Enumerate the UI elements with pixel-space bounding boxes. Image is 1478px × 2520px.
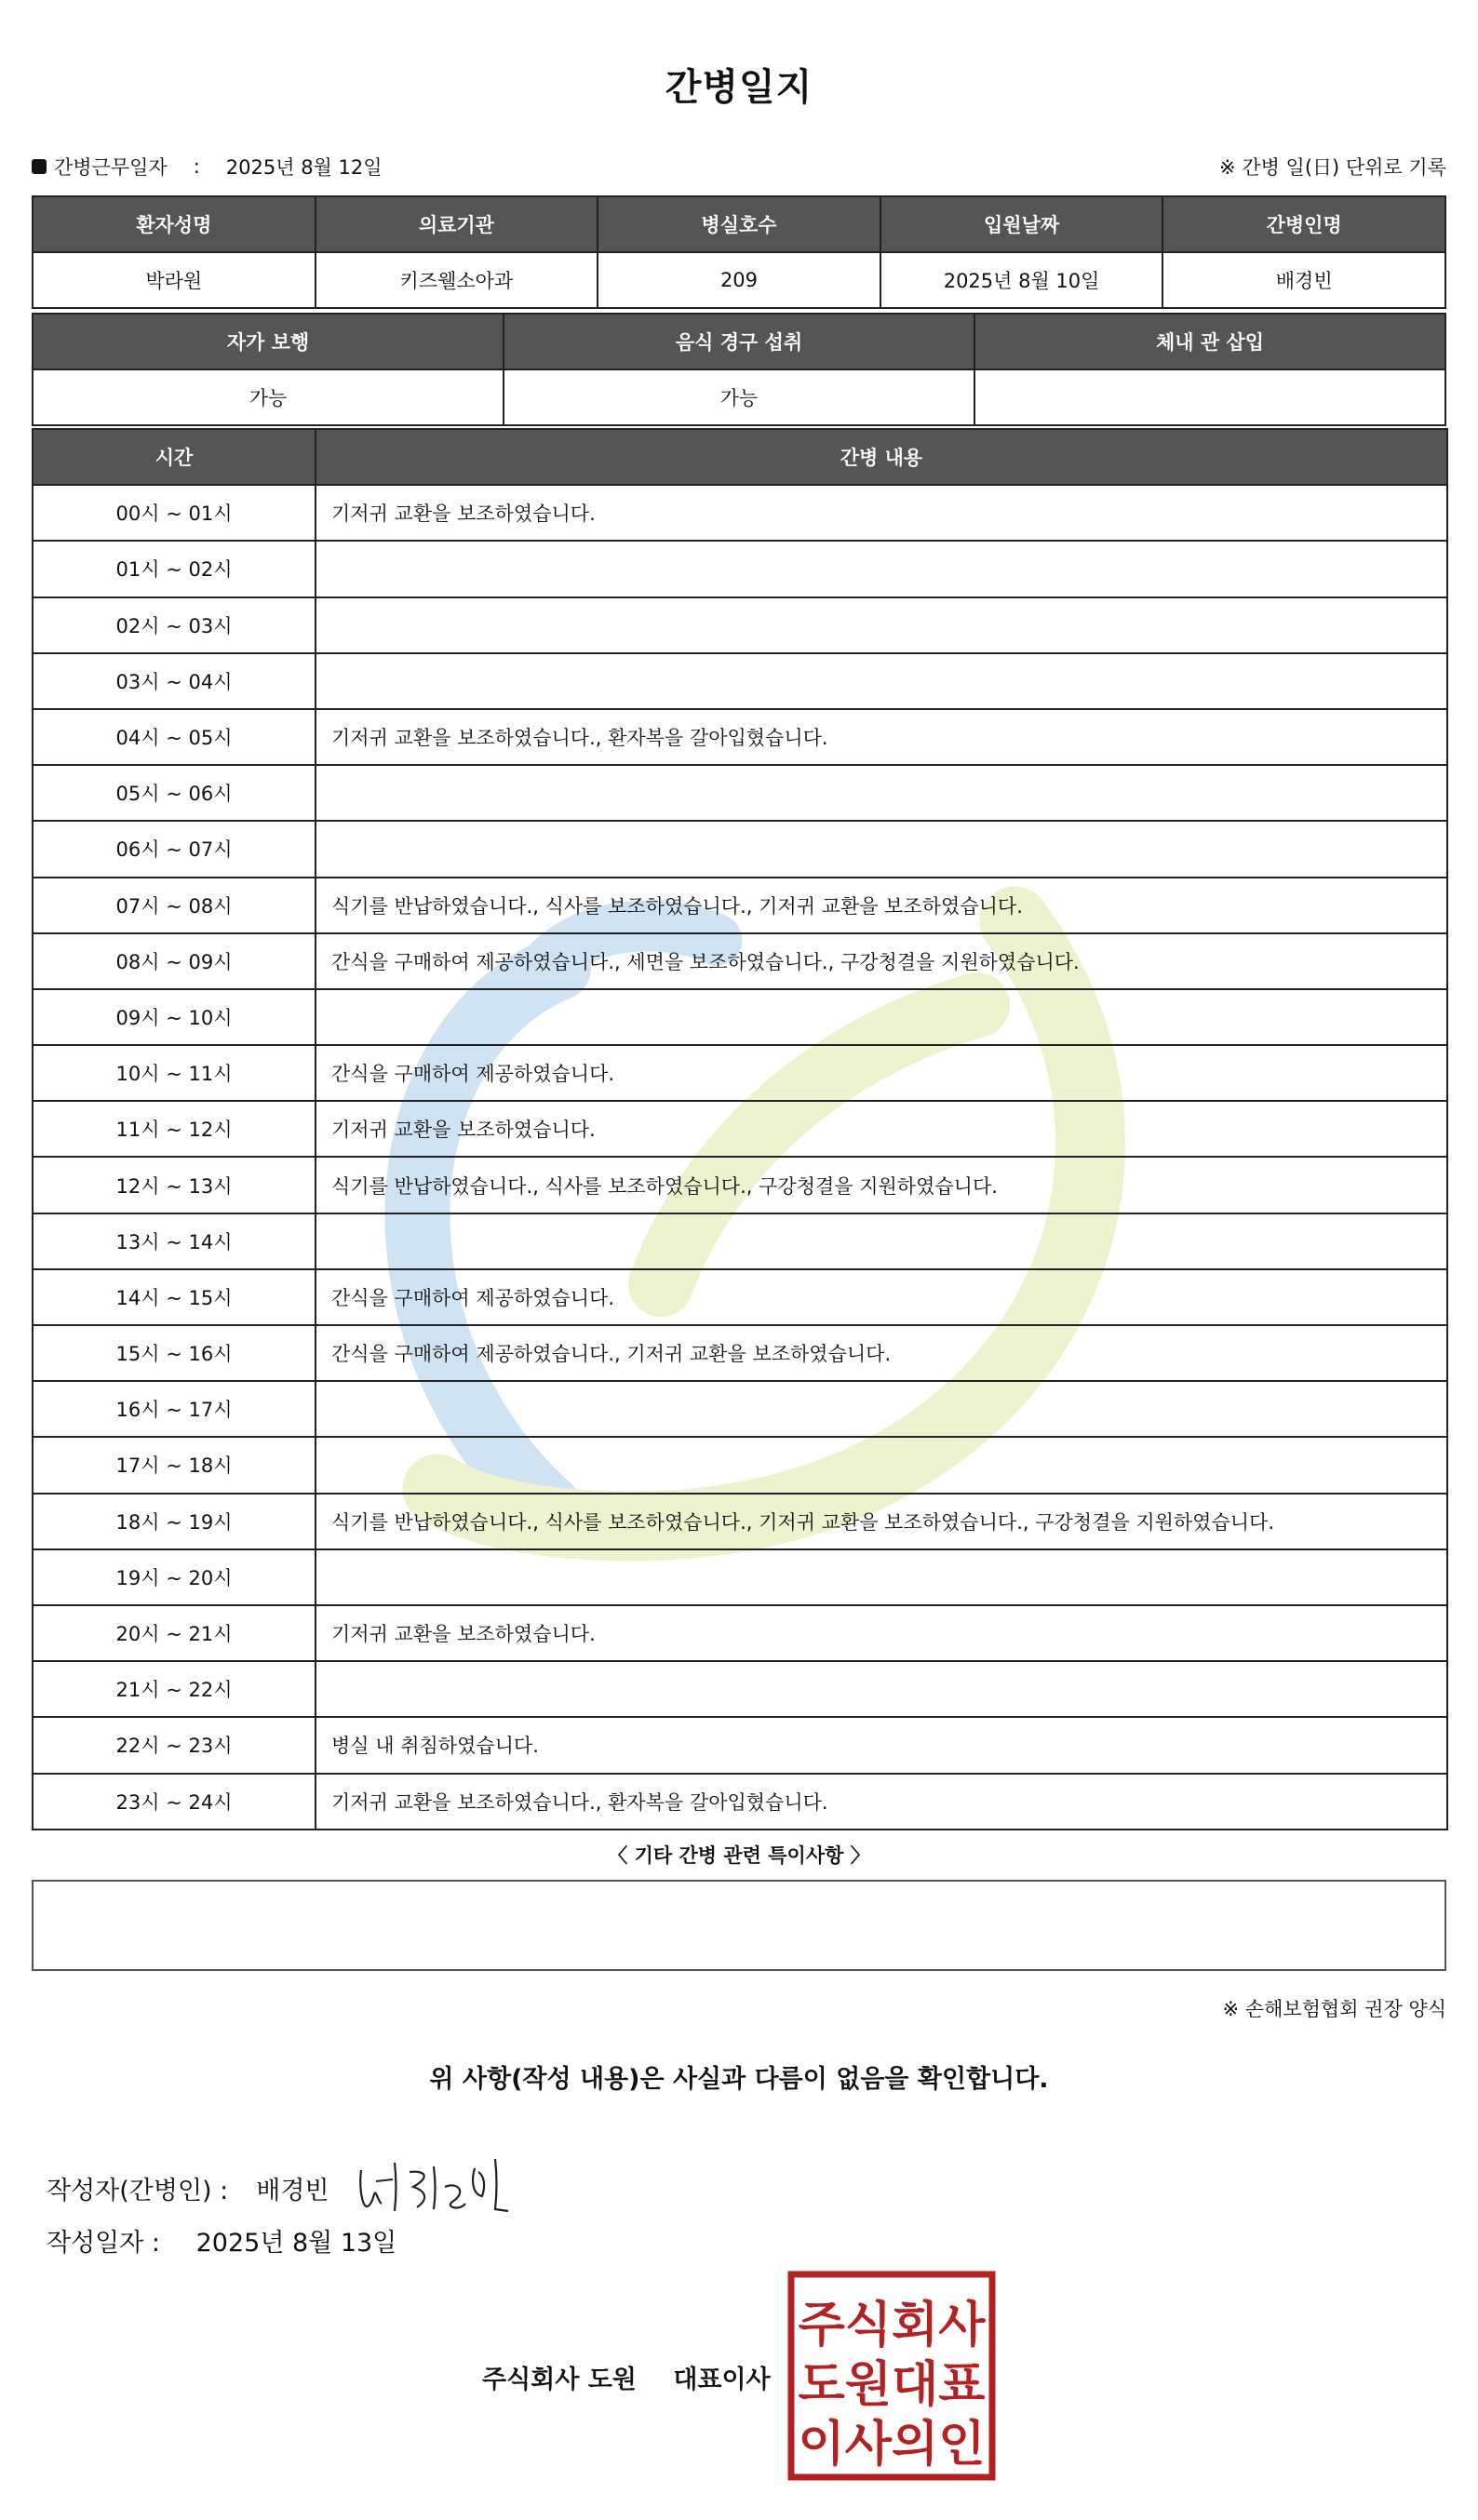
care-content bbox=[316, 1661, 1447, 1717]
time-slot: 04시 ~ 05시 bbox=[33, 709, 316, 765]
care-content: 간식을 구매하여 제공하였습니다., 세면을 보조하였습니다., 구강청결을 지원하였습니다. bbox=[316, 933, 1447, 989]
work-date-separator: : bbox=[193, 155, 200, 178]
time-slot: 03시 ~ 04시 bbox=[33, 653, 316, 709]
room-number: 209 bbox=[598, 252, 880, 308]
signature-icon bbox=[356, 2153, 514, 2222]
care-content: 식기를 반납하였습니다., 식사를 보조하였습니다., 기저귀 교환을 보조하였습니다., 구강청결을 지원하였습니다. bbox=[316, 1494, 1447, 1549]
care-content bbox=[316, 1437, 1447, 1493]
care-content: 간식을 구매하여 제공하였습니다. bbox=[316, 1045, 1447, 1101]
time-slot: 11시 ~ 12시 bbox=[33, 1101, 316, 1157]
confirmation-statement: 위 사항(작성 내용)은 사실과 다름이 없음을 확인합니다. bbox=[429, 2065, 1049, 2094]
table-row bbox=[33, 765, 1447, 821]
header-patient-name: 환자성명 bbox=[33, 196, 316, 252]
time-slot: 22시 ~ 23시 bbox=[33, 1717, 316, 1773]
table-row bbox=[33, 653, 1447, 709]
meta-row bbox=[32, 153, 1446, 182]
header-hospital: 의료기관 bbox=[316, 196, 598, 252]
bullet-icon bbox=[32, 159, 47, 174]
time-slot: 13시 ~ 14시 bbox=[33, 1213, 316, 1269]
care-content: 병실 내 취침하였습니다. bbox=[316, 1717, 1447, 1773]
care-content bbox=[316, 1213, 1447, 1269]
seal-line-2: 도원대표 bbox=[798, 2357, 986, 2413]
table-row bbox=[33, 821, 1447, 877]
care-content bbox=[316, 541, 1447, 596]
author-row bbox=[47, 2153, 514, 2222]
care-log-body bbox=[33, 485, 1447, 1830]
header-tube-insertion: 체내 관 삽입 bbox=[974, 314, 1445, 369]
company-line bbox=[482, 2359, 771, 2395]
table-row bbox=[33, 989, 1447, 1045]
time-slot: 15시 ~ 16시 bbox=[33, 1325, 316, 1381]
header-room: 병실호수 bbox=[598, 196, 880, 252]
table-row bbox=[33, 1381, 1447, 1437]
ability-value-row bbox=[33, 369, 1445, 425]
form-note: ※ 손해보험협회 권장 양식 bbox=[1222, 1998, 1446, 2020]
work-date-label: 간병근무일자 bbox=[54, 156, 168, 179]
caregiver-name: 배경빈 bbox=[1162, 252, 1445, 308]
care-content bbox=[316, 1549, 1447, 1605]
table-row bbox=[33, 1549, 1447, 1605]
seal-line-3: 이사의인 bbox=[798, 2417, 986, 2473]
time-slot: 00시 ~ 01시 bbox=[33, 485, 316, 541]
header-admission-date: 입원날짜 bbox=[880, 196, 1163, 252]
table-row bbox=[33, 597, 1447, 653]
author-name: 배경빈 bbox=[256, 2176, 329, 2205]
work-date-value: 2025년 8월 12일 bbox=[225, 156, 383, 179]
table-row bbox=[33, 1157, 1447, 1213]
table-row bbox=[33, 1213, 1447, 1269]
table-row bbox=[33, 1269, 1447, 1325]
time-slot: 18시 ~ 19시 bbox=[33, 1494, 316, 1549]
care-content bbox=[316, 1381, 1447, 1437]
self-walking-value: 가능 bbox=[33, 369, 504, 425]
care-log-table bbox=[32, 428, 1448, 1830]
care-content: 간식을 구매하여 제공하였습니다. bbox=[316, 1269, 1447, 1325]
company-seal-icon bbox=[787, 2271, 996, 2481]
header-care-content: 간병 내용 bbox=[316, 429, 1447, 485]
time-slot: 12시 ~ 13시 bbox=[33, 1157, 316, 1213]
care-content: 식기를 반납하였습니다., 식사를 보조하였습니다., 기저귀 교환을 보조하였습니다. bbox=[316, 878, 1447, 933]
written-date-value: 2025년 8월 13일 bbox=[195, 2229, 397, 2258]
table-row bbox=[33, 1437, 1447, 1493]
care-content: 기저귀 교환을 보조하였습니다. bbox=[316, 485, 1447, 541]
header-oral-intake: 음식 경구 섭취 bbox=[504, 314, 974, 369]
time-slot: 09시 ~ 10시 bbox=[33, 989, 316, 1045]
author-label: 작성자(간병인) : bbox=[47, 2176, 229, 2205]
care-content: 기저귀 교환을 보조하였습니다., 환자복을 갈아입혔습니다. bbox=[316, 1774, 1447, 1830]
time-slot: 07시 ~ 08시 bbox=[33, 878, 316, 933]
table-row bbox=[33, 1101, 1447, 1157]
table-row bbox=[33, 485, 1447, 541]
patient-name: 박라원 bbox=[33, 252, 316, 308]
table-row bbox=[33, 1605, 1447, 1661]
time-slot: 05시 ~ 06시 bbox=[33, 765, 316, 821]
page-title: 간병일지 bbox=[665, 66, 813, 109]
table-row bbox=[33, 1774, 1447, 1830]
care-content: 식기를 반납하였습니다., 식사를 보조하였습니다., 구강청결을 지원하였습니다. bbox=[316, 1157, 1447, 1213]
notes-title: 〈 기타 간병 관련 특이사항 〉 bbox=[608, 1844, 870, 1867]
care-content bbox=[316, 765, 1447, 821]
company-rep-title: 대표이사 bbox=[673, 2366, 771, 2394]
header-self-walking: 자가 보행 bbox=[33, 314, 504, 369]
admission-date: 2025년 8월 10일 bbox=[880, 252, 1163, 308]
time-slot: 01시 ~ 02시 bbox=[33, 541, 316, 596]
time-slot: 02시 ~ 03시 bbox=[33, 597, 316, 653]
care-content bbox=[316, 821, 1447, 877]
care-content bbox=[316, 653, 1447, 709]
table-row bbox=[33, 541, 1447, 596]
table-row bbox=[33, 1494, 1447, 1549]
table-row bbox=[33, 1661, 1447, 1717]
time-slot: 06시 ~ 07시 bbox=[33, 821, 316, 877]
patient-info-value-row bbox=[33, 252, 1445, 308]
tube-insertion-value bbox=[974, 369, 1445, 425]
work-date-group bbox=[32, 153, 383, 181]
time-slot: 23시 ~ 24시 bbox=[33, 1774, 316, 1830]
table-row bbox=[33, 709, 1447, 765]
care-content: 기저귀 교환을 보조하였습니다. bbox=[316, 1605, 1447, 1661]
written-date-label: 작성일자 : bbox=[47, 2229, 161, 2258]
table-row bbox=[33, 1045, 1447, 1101]
oral-intake-value: 가능 bbox=[504, 369, 974, 425]
table-row bbox=[33, 1717, 1447, 1773]
company-name: 주식회사 도원 bbox=[482, 2366, 637, 2394]
time-slot: 14시 ~ 15시 bbox=[33, 1269, 316, 1325]
ability-table bbox=[32, 313, 1446, 426]
hospital-name: 키즈웰소아과 bbox=[316, 252, 598, 308]
time-slot: 19시 ~ 20시 bbox=[33, 1549, 316, 1605]
written-date-row bbox=[47, 2222, 396, 2259]
header-time: 시간 bbox=[33, 429, 316, 485]
ability-header-row bbox=[33, 314, 1445, 369]
care-content bbox=[316, 989, 1447, 1045]
patient-info-table bbox=[32, 195, 1446, 309]
time-slot: 17시 ~ 18시 bbox=[33, 1437, 316, 1493]
unit-note: ※ 간병 일(日) 단위로 기록 bbox=[1219, 156, 1446, 179]
table-row bbox=[33, 878, 1447, 933]
time-slot: 21시 ~ 22시 bbox=[33, 1661, 316, 1717]
care-log-header-row bbox=[33, 429, 1447, 485]
table-row bbox=[33, 933, 1447, 989]
seal-line-1: 주식회사 bbox=[798, 2298, 986, 2353]
time-slot: 16시 ~ 17시 bbox=[33, 1381, 316, 1437]
notes-box bbox=[32, 1880, 1446, 1971]
time-slot: 20시 ~ 21시 bbox=[33, 1605, 316, 1661]
care-content bbox=[316, 597, 1447, 653]
time-slot: 10시 ~ 11시 bbox=[33, 1045, 316, 1101]
care-content: 간식을 구매하여 제공하였습니다., 기저귀 교환을 보조하였습니다. bbox=[316, 1325, 1447, 1381]
time-slot: 08시 ~ 09시 bbox=[33, 933, 316, 989]
patient-info-header-row bbox=[33, 196, 1445, 252]
table-row bbox=[33, 1325, 1447, 1381]
care-content: 기저귀 교환을 보조하였습니다. bbox=[316, 1101, 1447, 1157]
header-caregiver: 간병인명 bbox=[1162, 196, 1445, 252]
care-content: 기저귀 교환을 보조하였습니다., 환자복을 갈아입혔습니다. bbox=[316, 709, 1447, 765]
